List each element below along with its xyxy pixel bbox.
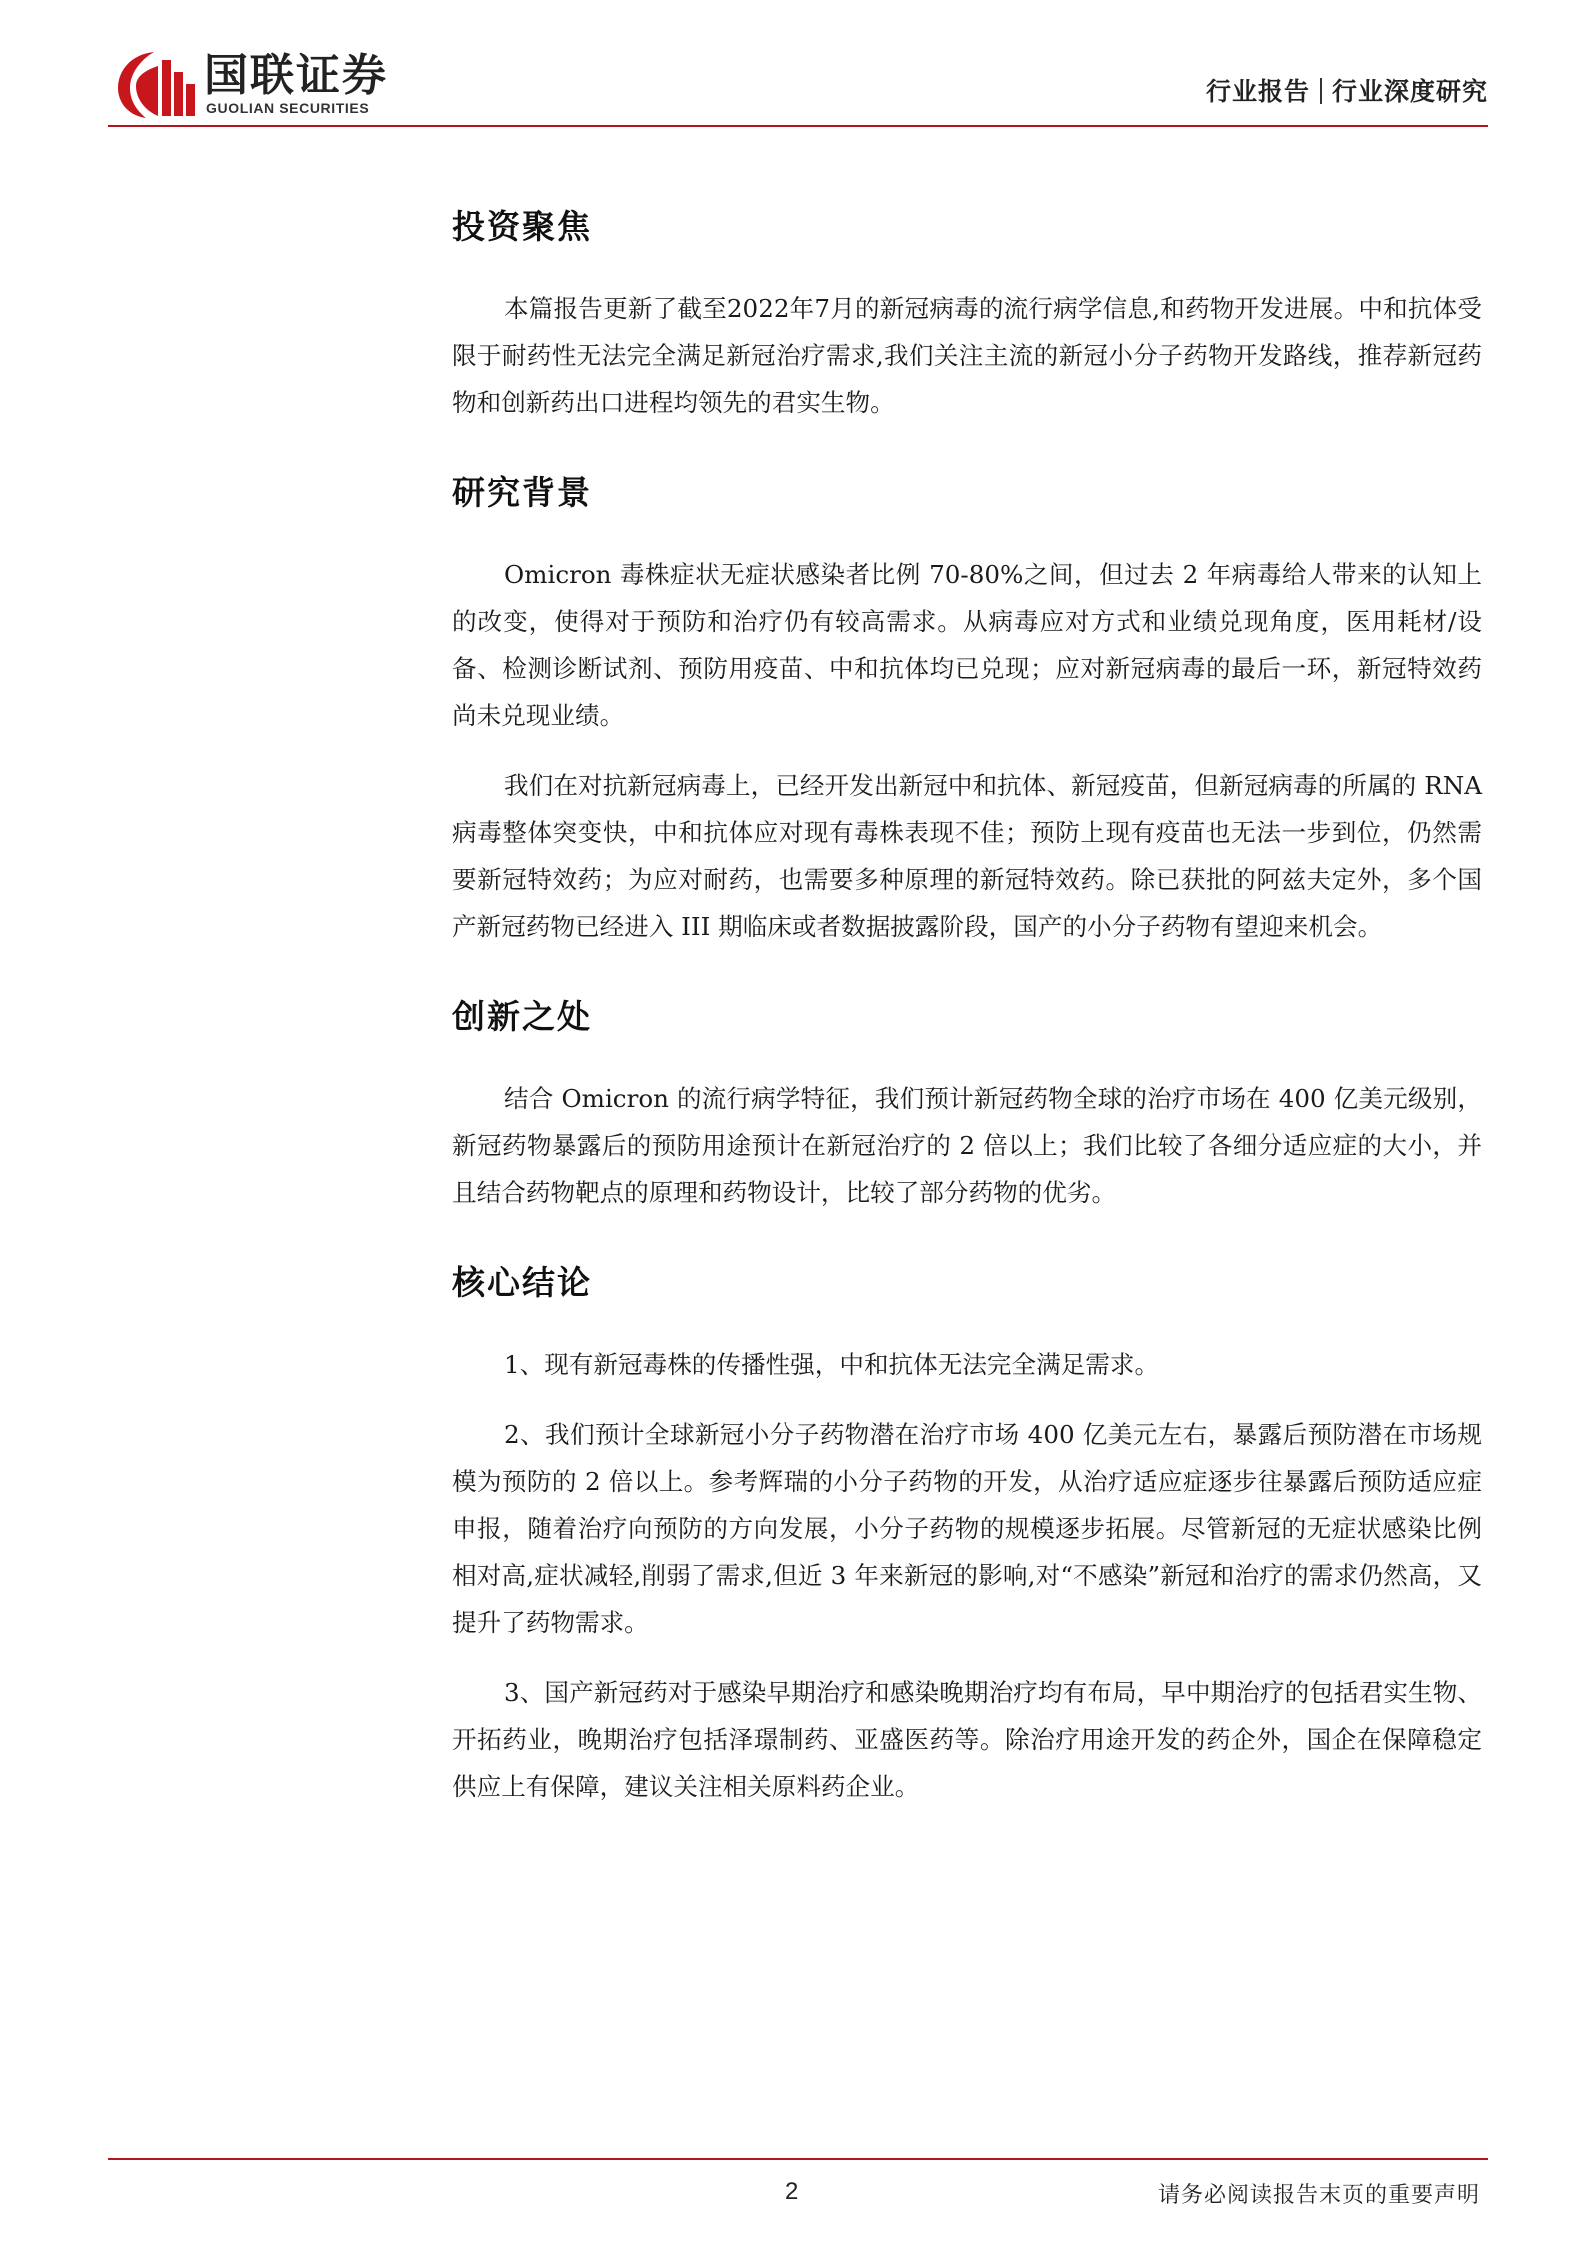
section-title: 研究背景	[452, 473, 592, 512]
section-innovation	[452, 995, 1482, 1216]
section-core-conclusions	[452, 1261, 1482, 1810]
section-investment-focus	[452, 205, 1482, 426]
section-research-background	[452, 471, 1482, 950]
report-body	[452, 205, 1482, 1833]
page-header	[108, 30, 1488, 130]
paragraph: 本篇报告更新了截至2022年7月的新冠病毒的流行病学信息,和药物开发进展。中和抗体受限于耐药性无法完全满足新冠治疗需求,我们关注主流的新冠小分子药物开发路线，推荐新冠药物和创新药出口进程均领先的君实生物。	[452, 294, 1482, 417]
header-divider	[1320, 78, 1322, 104]
section-title: 核心结论	[452, 1263, 592, 1302]
section-title: 创新之处	[452, 997, 592, 1036]
paragraph: 结合 Omicron 的流行病学特征，我们预计新冠药物全球的治疗市场在 400 亿美元级别，新冠药物暴露后的预防用途预计在新冠治疗的 2 倍以上；我们比较了各细分适应症的大小，并且结合药物靶点的原理和药物设计，比较了部分药物的优劣。	[452, 1084, 1482, 1207]
section-title: 投资聚焦	[452, 207, 592, 246]
paragraph: 2、我们预计全球新冠小分子药物潜在治疗市场 400 亿美元左右，暴露后预防潜在市场规模为预防的 2 倍以上。参考辉瑞的小分子药物的开发，从治疗适应症逐步往暴露后预防适应症申报，随着治疗向预防的方向发展，小分子药物的规模逐步拓展。尽管新冠的无症状感染比例相对高,症状减轻,削弱了需求,但近 3 年来新冠的影响,对“不感染”新冠和治疗的需求仍然高，又提升了药物需求。	[452, 1420, 1482, 1637]
page-number: 2	[785, 2178, 799, 2205]
header-rule	[108, 125, 1488, 127]
footer-disclaimer: 请务必阅读报告末页的重要声明	[1157, 2183, 1480, 2208]
paragraph: 3、国产新冠药对于感染早期治疗和感染晚期治疗均有布局，早中期治疗的包括君实生物、开拓药业，晚期治疗包括泽璟制药、亚盛医药等。除治疗用途开发的药企外，国企在保障稳定供应上有保障，建议关注相关原料药企业。	[452, 1678, 1482, 1801]
paragraph: Omicron 毒株症状无症状感染者比例 70-80%之间，但过去 2 年病毒给人带来的认知上的改变，使得对于预防和治疗仍有较高需求。从病毒应对方式和业绩兑现角度，医用耗材/设备、检测诊断试剂、预防用疫苗、中和抗体均已兑现；应对新冠病毒的最后一环，新冠特效药尚未兑现业绩。	[452, 560, 1482, 730]
logo-chinese-name: 国联证券	[204, 50, 388, 101]
report-category	[1206, 72, 1488, 108]
report-type: 行业报告	[1205, 77, 1310, 106]
logo-english-name: GUOLIAN SECURITIES	[206, 100, 370, 116]
paragraph: 我们在对抗新冠病毒上，已经开发出新冠中和抗体、新冠疫苗，但新冠病毒的所属的 RNA 病毒整体突变快，中和抗体应对现有毒株表现不佳；预防上现有疫苗也无法一步到位，仍然需要新冠特效药；为应对耐药，也需要多种原理的新冠特效药。除已获批的阿兹夫定外，多个国产新冠药物已经进入 III 期临床或者数据披露阶段，国产的小分子药物有望迎来机会。	[452, 771, 1482, 941]
footer-rule	[108, 2158, 1488, 2160]
report-subtype: 行业深度研究	[1331, 77, 1488, 106]
guolian-logo-icon	[114, 46, 206, 120]
paragraph: 1、现有新冠毒株的传播性强，中和抗体无法完全满足需求。	[504, 1350, 1160, 1379]
